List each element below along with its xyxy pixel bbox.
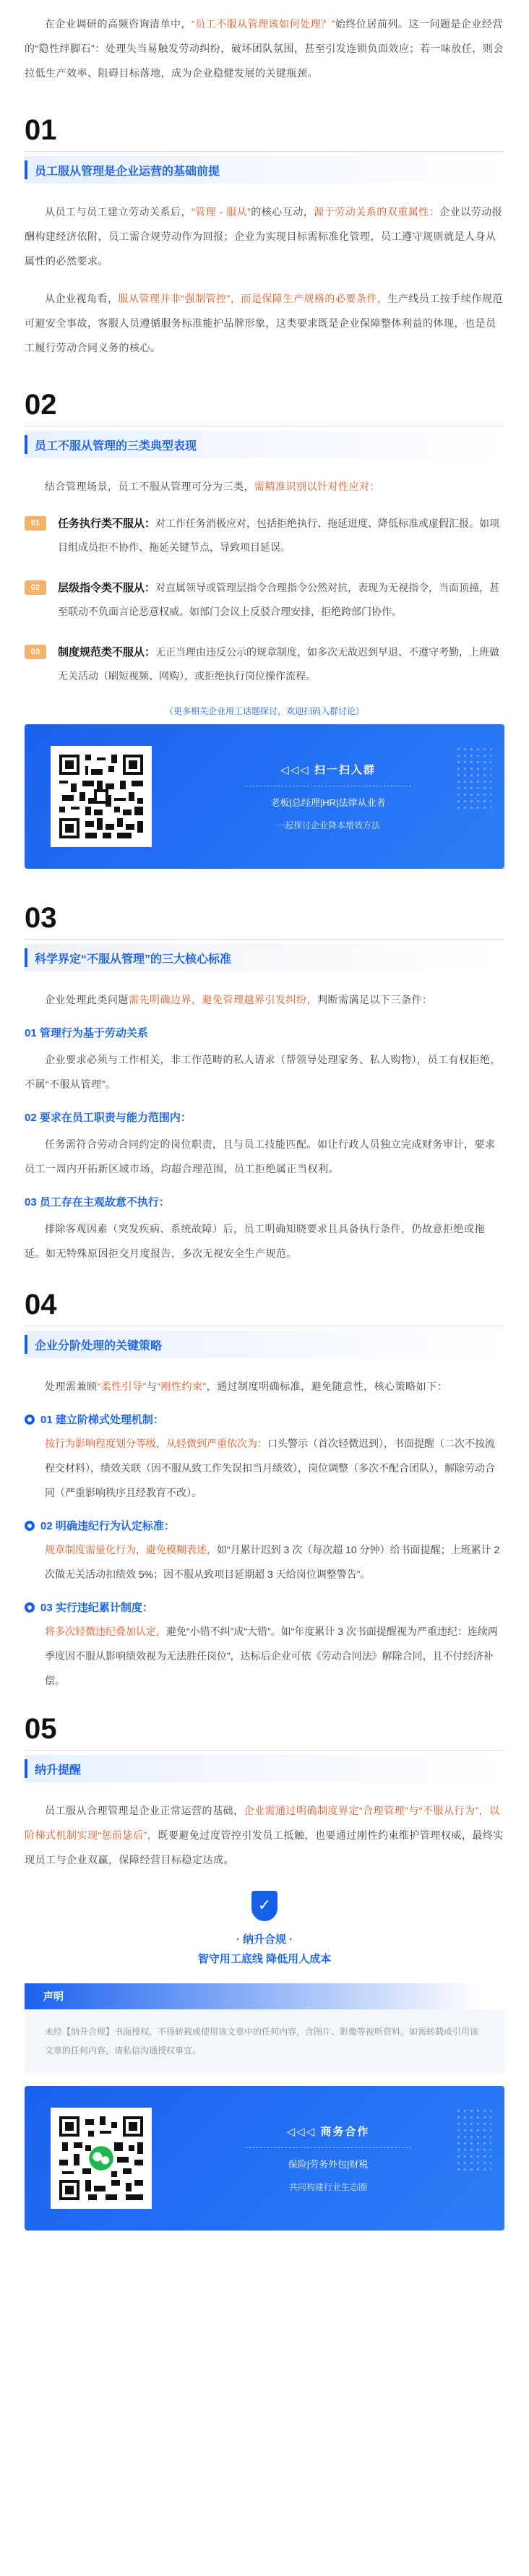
section-title: 员工不服从管理的三类典型表现 xyxy=(35,439,197,452)
mechanism-title: 02 明确违纪行为认定标准： xyxy=(25,1518,504,1533)
brand-block xyxy=(25,1891,504,1966)
join-group-hint: （更多相关企业用工话题探讨，欢迎扫码入群讨论） xyxy=(164,706,364,716)
shield-check-icon: ✓ xyxy=(251,1891,278,1921)
bullet-icon xyxy=(25,1602,35,1613)
section-title-bar-04 xyxy=(25,1331,504,1358)
section01-paragraph-2: 从企业视角看，服从管理并非“强制管控”，而是保障生产规格的必要条件，生产线员工按手续作规范可避安全事故，客服人员遵循服务标准能护品牌形象，这类要求既是企业保障整体利益的体现，也是员工履行劳动合同义务的核心。 xyxy=(25,293,503,353)
criterion-title: 01 管理行为基于劳动关系 xyxy=(25,1027,148,1039)
banner-title: ◁◁◁ 商务合作 xyxy=(286,2126,370,2138)
mechanism-body: 规章制度需量化行为，避免模糊表述，如“月累计迟到 3 次（每次超 10 分钟）给书面提醒；上班累计 2 次做无关活动扣绩效 5%；因不服从致项目延期超 3 天给岗位调整警告”。 xyxy=(45,1544,500,1580)
decorative-dots xyxy=(455,746,491,811)
article xyxy=(0,12,529,2576)
type-item: 01 任务执行类不服从：对工作任务消极应对，包括拒绝执行、拖延进度、降低标准或虚假汇报。如项目组成员拒不协作、拖延关键节点，导致项目延误。 xyxy=(25,512,504,559)
section-title: 员工服从管理是企业运营的基础前提 xyxy=(35,165,220,178)
criterion-title: 02 要求在员工职责与能力范围内： xyxy=(25,1112,192,1124)
bullet-icon xyxy=(25,1521,35,1531)
criterion-body: 任务需符合劳动合同约定的岗位职责，且与员工技能匹配。如让行政人员独立完成财务审计，要求员工一周内开拓新区域市场，均超合理范围，员工拒绝属正当权利。 xyxy=(25,1138,496,1175)
section-number-03: 03 xyxy=(25,902,57,934)
join-group-banner xyxy=(25,724,504,869)
banner-audience: 老板|总经理|HR|法律从业者 xyxy=(270,797,386,808)
section01-paragraph-1: 从员工与员工建立劳动关系后，“管理 - 服从”的核心互动，源于劳动关系的双重属性：企业以劳动报酬构建经济依附，员工需合规劳动作为回报；企业为实现目标需标准化管理，员工遵守规则就是人身从属性的必然要求。 xyxy=(25,206,503,267)
intro-paragraph: 在企业调研的高频咨询清单中，“员工不服从管理该如何处理？”始终位居前列。这一问题是企业经营的“隐性绊脚石”：处理失当易触发劳动纠纷，破坏团队氛围，甚至引发连锁负面效应；若一味放任，则会拉低生产效率、阻碍目标落地，成为企业稳健发展的关键瓶颈。 xyxy=(25,18,504,79)
bullet-icon xyxy=(25,1414,35,1425)
section-title: 企业分阶处理的关键策略 xyxy=(35,1339,163,1352)
mechanism-title: 01 建立阶梯式处理机制： xyxy=(25,1412,504,1427)
section-number-05: 05 xyxy=(25,1713,57,1745)
section04-paragraph-1: 处理需兼顾“柔性引导”与“刚性约束”，通过制度明确标准，避免随意性，核心策略如下： xyxy=(45,1381,448,1392)
criterion-title: 03 员工存在主观故意不执行： xyxy=(25,1196,170,1208)
business-cooperation-banner xyxy=(25,2086,504,2231)
section-title: 科学界定“不服从管理”的三大核心标准 xyxy=(35,953,232,966)
notice-header: 声明 xyxy=(25,1983,504,2009)
type-tag: 01 xyxy=(25,516,46,531)
section-title-bar-05 xyxy=(25,1755,504,1782)
section-title-bar-03 xyxy=(25,944,504,971)
criterion-body: 企业要求必须与工作相关，非工作范畴的私人请求（帮领导处理家务、私人购物），员工有权拒绝，不属“不服从管理”。 xyxy=(25,1054,501,1090)
type-item: 02 层级指令类不服从：对直属领导或管理层指令合理指令公然对抗，表现为无视指令，当面顶撞，甚至联动不负面言论恶意权威。如部门会议上反驳合理安排，拒绝跨部门协作。 xyxy=(25,576,504,623)
divider xyxy=(25,1750,504,1751)
qr-code-icon[interactable] xyxy=(51,2108,152,2209)
notice-body: 未经【纳升合规】书面授权，不得转载或使用该文章中的任何内容，含图片、影像等视听资料。如需转载或引用该文章的任何内容，请私信沟通授权事宜。 xyxy=(25,2009,504,2073)
mechanism-title: 03 实行违纪累计制度： xyxy=(25,1600,504,1615)
banner-tagline: 一起探讨企业降本增效方法 xyxy=(275,820,380,830)
criterion-body: 排除客观因素（突发疾病、系统故障）后，员工明确知晓要求且具备执行条件，仍故意拒绝或拖延。如无特殊原因拒交月度报告，多次无视安全生产规范。 xyxy=(25,1223,485,1259)
section-title-bar-01 xyxy=(25,156,504,184)
divider xyxy=(245,2147,411,2148)
section-number-01: 01 xyxy=(25,114,57,146)
brand-name: · 纳升合规 · xyxy=(236,1933,293,1946)
section-number-04: 04 xyxy=(25,1289,57,1321)
section-title-bar-02 xyxy=(25,431,504,458)
section02-paragraph-1: 结合管理场景，员工不服从管理可分为三类，需精准识别以针对性应对： xyxy=(45,481,380,492)
banner-tagline: 共同构建行业生态圈 xyxy=(288,2182,367,2192)
mechanism-body: 将多次轻微违纪叠加认定，避免“小错不纠”成“大错”。如“年度累计 3 次书面提醒视为严重违纪：连续两季度因不服从影响绩效视为无法胜任岗位”，达标后企业可依《劳动合同法》解除合同，且不付经济补偿。 xyxy=(45,1626,498,1686)
section05-paragraph-1: 员工服从合理管理是企业正常运营的基础，企业需通过明确制度界定“合理管理”与“不服从行为”，以阶梯式机制实现“惩前毖后”，既要避免过度管控引发员工抵触，也要通过刚性约束维护管理权威，最终实现员工与企业双赢，保障经营目标稳定达成。 xyxy=(25,1805,504,1866)
section03-paragraph-1: 企业处理此类问题需先明确边界，避免管理越界引发纠纷，判断需满足以下三条件： xyxy=(45,994,433,1005)
divider xyxy=(25,151,504,152)
brand-slogan: 智守用工底线 降低用人成本 xyxy=(197,1953,332,1965)
section-title: 纳升提醒 xyxy=(35,1764,82,1777)
type-item: 03 制度规范类不服从：无正当理由违反公示的规章制度，如多次无故迟到早退、不遵守考勤，上班做无关活动（刷短视频、网购），或拒绝执行岗位操作流程。 xyxy=(25,640,504,687)
qr-code-icon[interactable] xyxy=(51,746,152,847)
section-number-02: 02 xyxy=(25,389,57,421)
banner-services: 保险|劳务外包|财税 xyxy=(288,2159,369,2170)
type-tag: 03 xyxy=(25,645,46,659)
divider xyxy=(25,939,504,940)
type-tag: 02 xyxy=(25,580,46,595)
banner-title: ◁◁◁ 扫一扫入群 xyxy=(280,764,376,776)
decorative-dots xyxy=(455,2108,491,2173)
intro-highlight: “员工不服从管理该如何处理？” xyxy=(192,18,335,30)
mechanism-body: 按行为影响程度划分等级，从轻微到严重依次为：口头警示（首次轻微迟到），书面提醒（二次不按流程交材料），绩效关联（因不服从致工作失误扣当月绩效），岗位调整（多次不配合团队），解除劳动合同（严重影响秩序且经教育不改）。 xyxy=(45,1438,495,1498)
